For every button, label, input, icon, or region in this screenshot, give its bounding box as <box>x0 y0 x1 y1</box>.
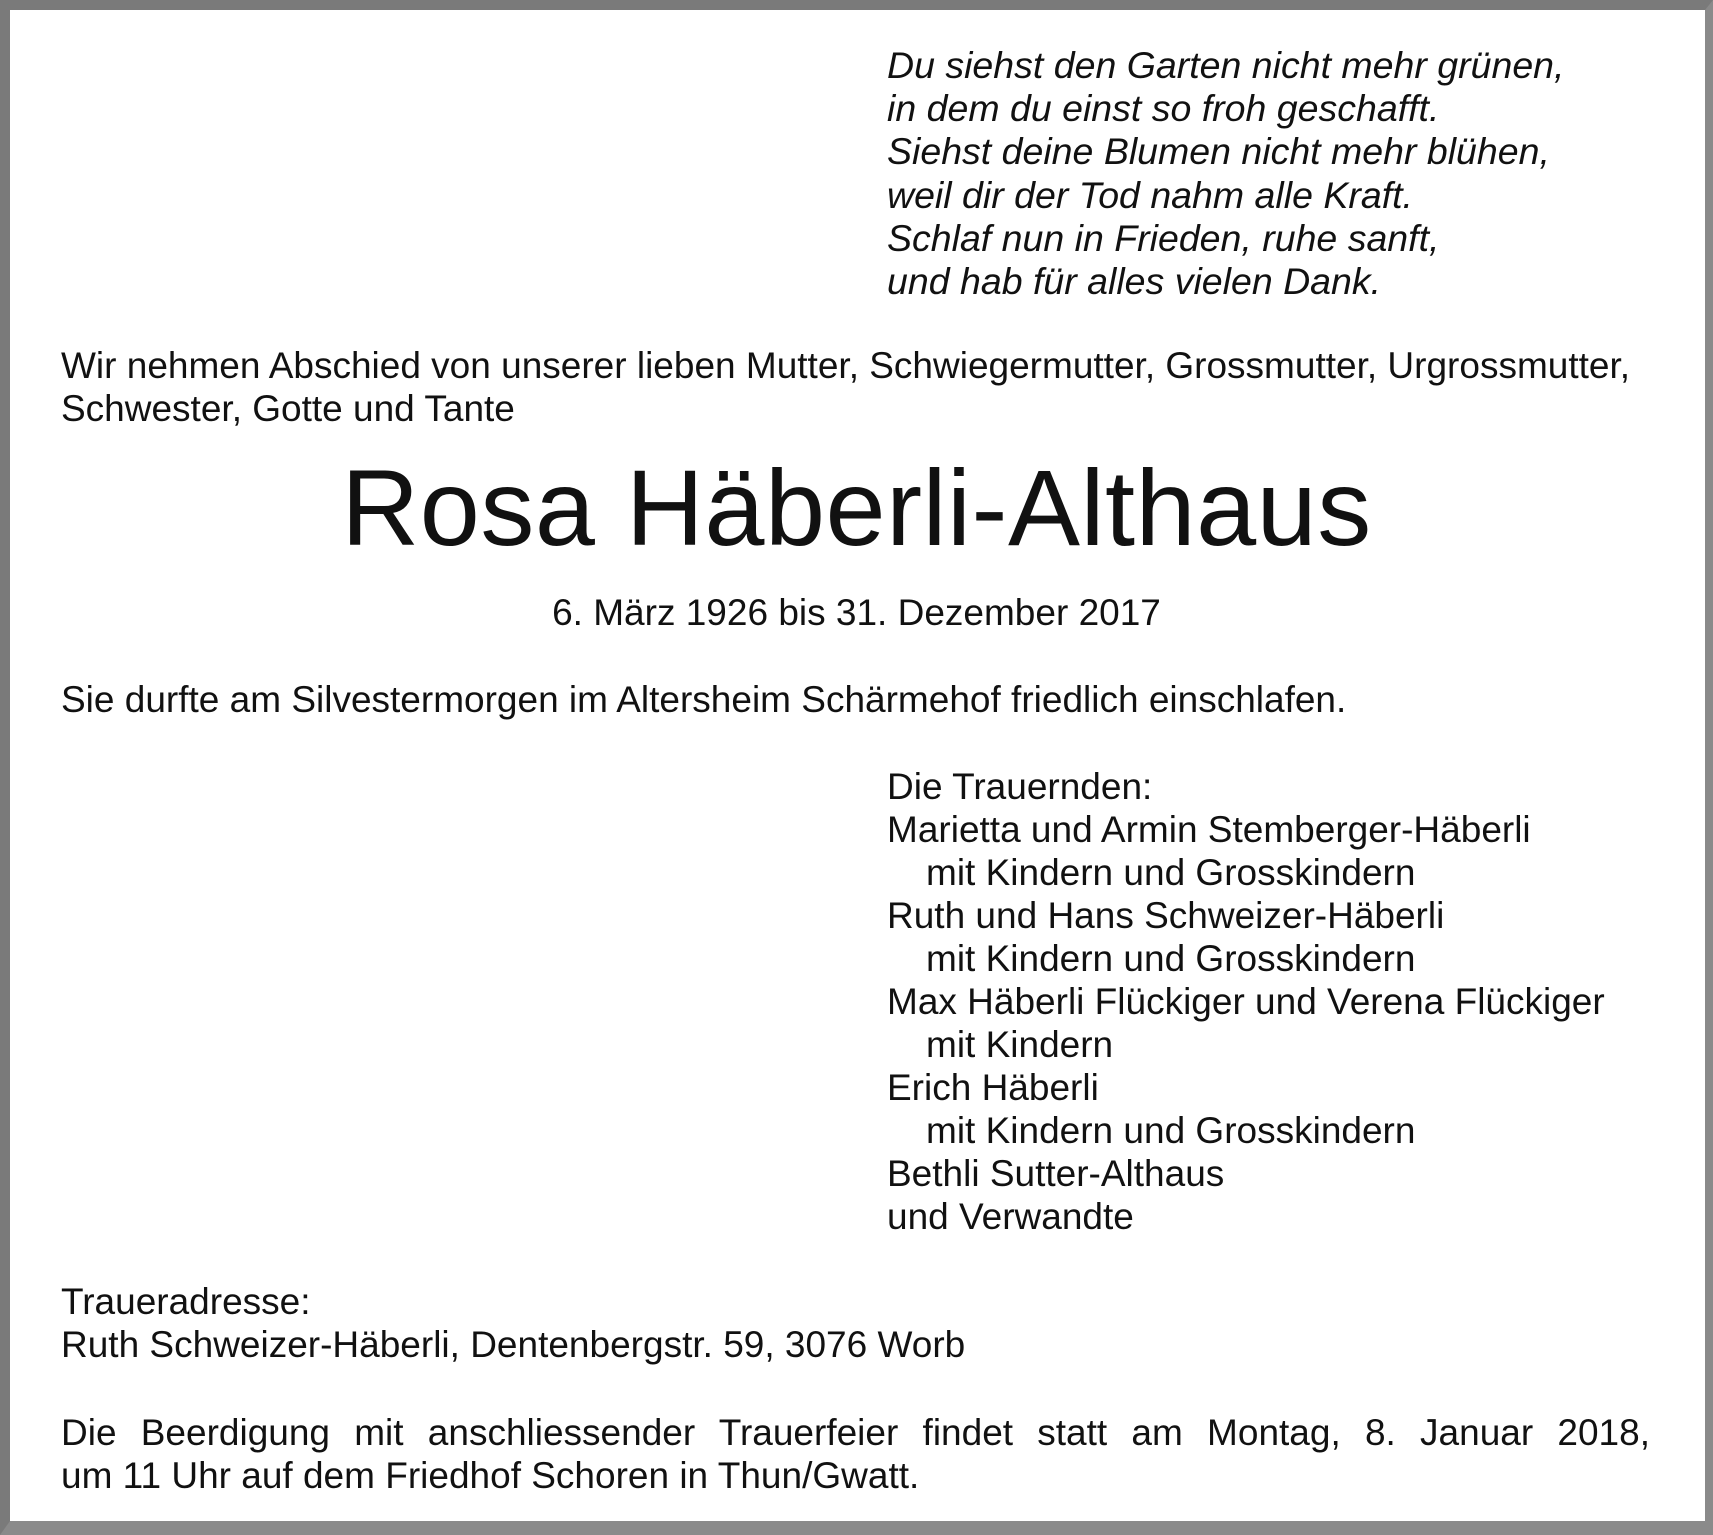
mourner-line: Marietta und Armin Stemberger-Häberli <box>887 809 1531 850</box>
mourners-heading: Die Trauernden: <box>887 766 1153 807</box>
life-dates: 6. März 1926 bis 31. Dezember 2017 <box>552 592 1161 633</box>
poem-line: Du siehst den Garten nicht mehr grünen, <box>887 44 1565 86</box>
mourning-address <box>61 1280 1661 1366</box>
mourner-line: Erich Häberli <box>887 1067 1099 1108</box>
mourner-subline: mit Kindern und Grosskindern <box>926 852 1416 893</box>
funeral-line: Die Beerdigung mit anschliessender Trauerfeier findet statt am Montag, 8. Januar 2018, <box>61 1412 1650 1453</box>
poem-line: und hab für alles vielen Dank. <box>887 260 1382 303</box>
memorial-poem <box>887 44 1677 303</box>
address-value: Ruth Schweizer-Häberli, Dentenbergstr. 59, 3076 Worb <box>61 1324 966 1365</box>
mourner-line: Ruth und Hans Schweizer-Häberli <box>887 895 1445 936</box>
poem-line: in dem du einst so froh geschafft. <box>887 87 1440 130</box>
farewell-intro <box>61 344 1661 430</box>
mourner-subline: mit Kindern <box>926 1024 1114 1065</box>
address-label: Traueradresse: <box>61 1281 311 1322</box>
passing-notice: Sie durfte am Silvestermorgen im Altersheim Schärmehof friedlich einschlafen. <box>61 679 1347 720</box>
intro-line: Schwester, Gotte und Tante <box>61 388 515 429</box>
mourner-subline: mit Kindern und Grosskindern <box>926 1110 1416 1151</box>
funeral-line: um 11 Uhr auf dem Friedhof Schoren in Thun/Gwatt. <box>61 1455 920 1496</box>
deceased-name: Rosa Häberli-Althaus <box>341 447 1372 568</box>
mourner-line: Max Häberli Flückiger und Verena Flückiger <box>887 981 1605 1022</box>
mourners-list <box>887 765 1687 1238</box>
poem-line: Siehst deine Blumen nicht mehr blühen, <box>887 130 1550 173</box>
poem-line: weil dir der Tod nahm alle Kraft. <box>887 173 1413 216</box>
mourner-line: und Verwandte <box>887 1196 1134 1237</box>
mourner-subline: mit Kindern und Grosskindern <box>926 938 1416 979</box>
poem-line: Schlaf nun in Frieden, ruhe sanft, <box>887 216 1440 259</box>
funeral-notice <box>61 1411 1650 1497</box>
intro-line: Wir nehmen Abschied von unserer lieben Mutter, Schwiegermutter, Grossmutter, Urgrossmutter, <box>61 345 1631 386</box>
mourner-line: Bethli Sutter-Althaus <box>887 1153 1225 1194</box>
